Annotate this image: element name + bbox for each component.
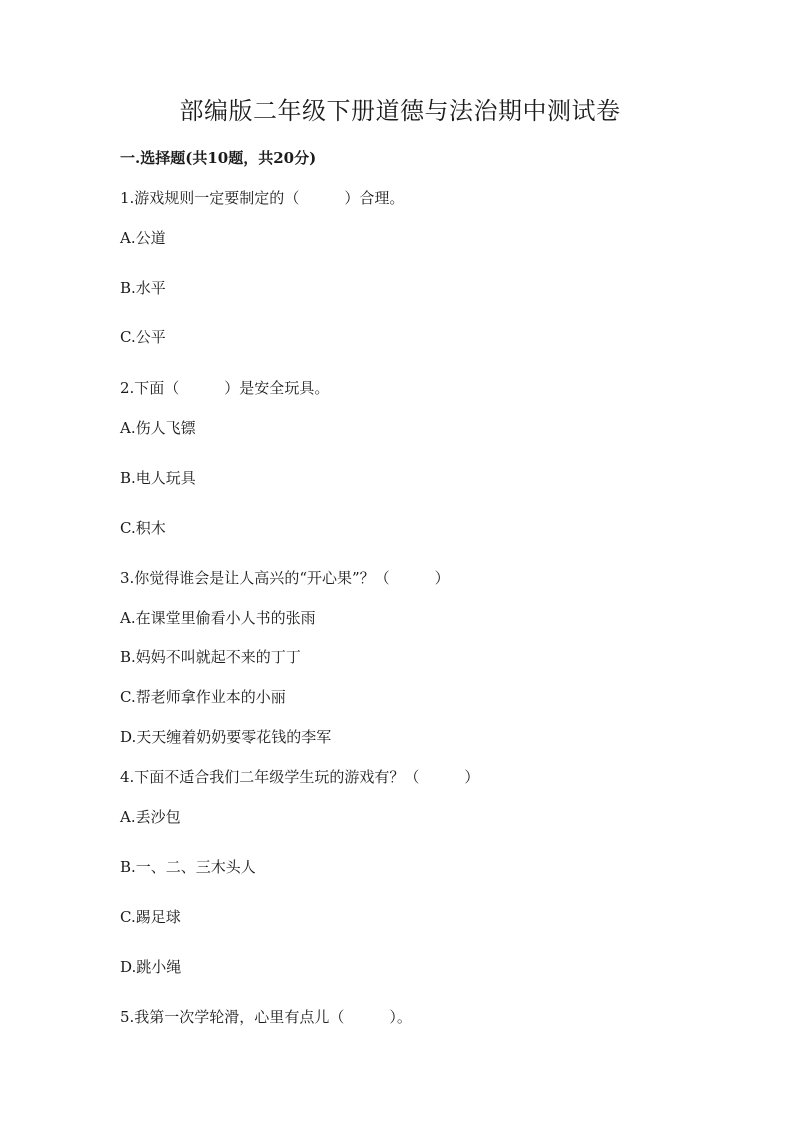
question-1-option-c: C.公平 — [120, 328, 166, 346]
question-4-option-a: A.丢沙包 — [120, 808, 181, 826]
question-3-option-c: C.帮老师拿作业本的小丽 — [120, 688, 286, 706]
question-3-stem: 3.你觉得谁会是让人高兴的“开心果”？（ ） — [120, 569, 450, 587]
question-2-option-b: B.电人玩具 — [120, 469, 196, 487]
question-4-option-b: B.一、二、三木头人 — [120, 858, 256, 876]
question-2-option-c: C.积木 — [120, 519, 166, 537]
question-3-option-a: A.在课堂里偷看小人书的张雨 — [120, 609, 316, 627]
question-4-stem: 4.下面不适合我们二年级学生玩的游戏有？（ ） — [120, 768, 480, 786]
question-4-option-d: D.跳小绳 — [120, 958, 182, 976]
question-3-option-b: B.妈妈不叫就起不来的丁丁 — [120, 648, 301, 666]
question-1-stem: 1.游戏规则一定要制定的（ ）合理。 — [120, 189, 405, 207]
section-heading: 一.选择题(共10题，共20分) — [120, 149, 317, 167]
question-4-option-c: C.踢足球 — [120, 908, 181, 926]
question-1-option-a: A.公道 — [120, 229, 166, 247]
question-1-option-b: B.水平 — [120, 279, 166, 297]
question-2-stem: 2.下面（ ）是安全玩具。 — [120, 379, 330, 397]
question-5-stem: 5.我第一次学轮滑，心里有点儿（ ）。 — [120, 1008, 412, 1026]
page-title: 部编版二年级下册道德与法治期中测试卷 — [179, 97, 621, 125]
question-3-option-d: D.天天缠着奶奶要零花钱的李军 — [120, 728, 332, 746]
question-2-option-a: A.伤人飞镖 — [120, 419, 196, 437]
